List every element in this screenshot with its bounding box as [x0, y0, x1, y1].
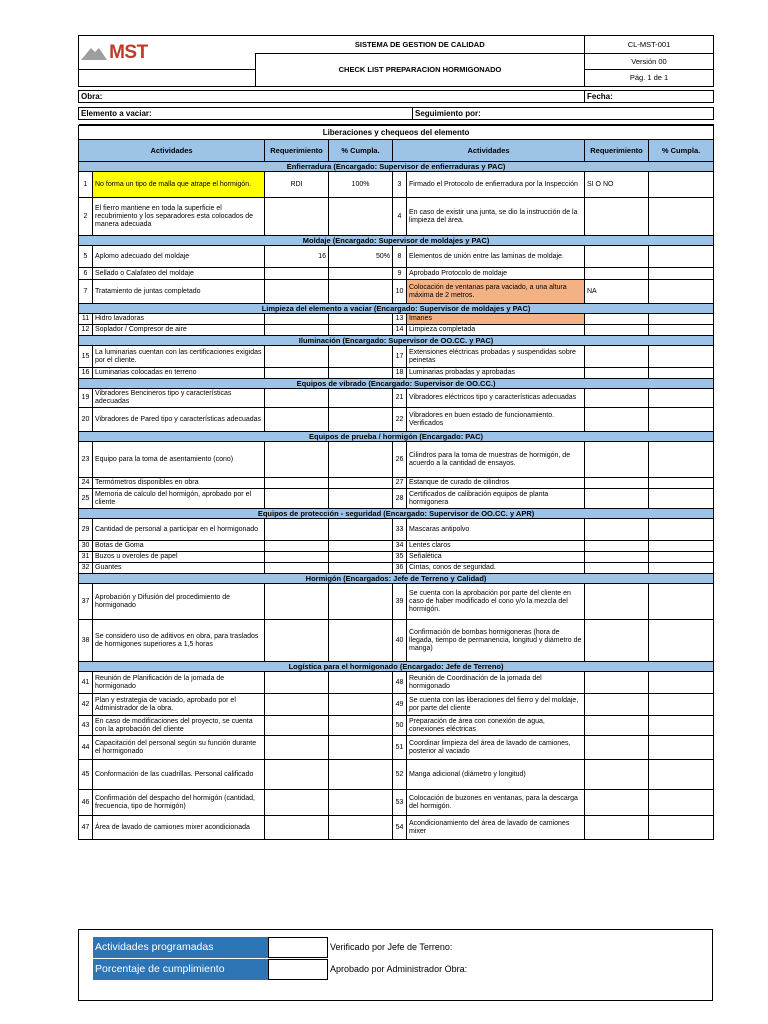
item-activity: Buzos u overoles de papel [93, 552, 265, 563]
item-number: 44 [79, 736, 93, 760]
item-compliance[interactable] [649, 325, 714, 336]
table-row [79, 790, 714, 816]
item-activity: Termómetros disponibles en obra [93, 478, 265, 489]
item-requirement[interactable] [585, 716, 649, 736]
item-requirement[interactable]: RDI [265, 172, 329, 198]
item-requirement[interactable] [265, 368, 329, 379]
item-requirement[interactable] [585, 552, 649, 563]
header-table [78, 35, 714, 87]
logo-mark-icon [81, 46, 107, 60]
item-requirement[interactable] [585, 672, 649, 694]
table-row [79, 620, 714, 662]
item-compliance[interactable] [649, 760, 714, 790]
item-number: 28 [393, 489, 407, 509]
item-number: 50 [393, 716, 407, 736]
item-number: 24 [79, 478, 93, 489]
item-activity: Memoria de calculo del hormigón, aprobado por el cliente [93, 489, 265, 509]
item-requirement[interactable] [585, 736, 649, 760]
item-activity: Certificados de calibración equipos de planta hormigonera [407, 489, 585, 509]
item-number: 5 [79, 246, 93, 268]
item-number: 9 [393, 268, 407, 280]
item-number: 31 [79, 552, 93, 563]
item-compliance[interactable]: 50% [329, 246, 393, 268]
item-requirement[interactable]: NA [585, 280, 649, 304]
porcentaje-cumplimiento-value[interactable] [268, 959, 328, 980]
elemento-field[interactable]: Elemento a vaciar: [79, 108, 413, 120]
item-compliance[interactable] [649, 552, 714, 563]
item-number: 7 [79, 280, 93, 304]
item-activity: En caso de modificaciones del proyecto, se cuenta con la aprobación del cliente [93, 716, 265, 736]
table-row [79, 552, 714, 563]
table-row [79, 280, 714, 304]
item-compliance[interactable] [329, 389, 393, 408]
section-header [79, 236, 714, 246]
item-activity: Confirmación de bombas hormigoneras (hora de llegada, tiempo de permanencia, longitud y diámetro de manga) [407, 620, 585, 662]
item-activity: Hidro lavadoras [93, 314, 265, 325]
company-logo [79, 36, 256, 70]
item-activity: Cintas, conos de seguridad. [407, 563, 585, 574]
item-requirement[interactable] [585, 246, 649, 268]
aprobado-label: Aprobado por Administrador Obra: [330, 964, 468, 974]
table-row [79, 716, 714, 736]
item-compliance[interactable] [329, 489, 393, 509]
table-row [79, 246, 714, 268]
item-number: 29 [79, 519, 93, 541]
item-compliance[interactable] [329, 408, 393, 432]
table-row [79, 346, 714, 368]
table-row [79, 368, 714, 379]
item-number: 30 [79, 541, 93, 552]
item-compliance[interactable] [649, 694, 714, 716]
item-requirement[interactable] [585, 198, 649, 236]
item-activity: Preparación de área con conexión de agua, conexiones eléctricas [407, 716, 585, 736]
item-compliance[interactable] [649, 408, 714, 432]
item-activity: Señalética [407, 552, 585, 563]
item-activity: Guantes [93, 563, 265, 574]
verificado-label: Verificado por Jefe de Terreno: [330, 942, 453, 952]
item-number: 15 [79, 346, 93, 368]
section-title: Iluminación (Encargado: Supervisor de OO.CC. y PAC) [79, 336, 714, 346]
item-requirement[interactable] [265, 760, 329, 790]
col-cumpla-right: % Cumpla. [649, 140, 714, 162]
item-activity: La luminarias cuentan con las certificaciones exigidas por el cliente. [93, 346, 265, 368]
item-number: 38 [79, 620, 93, 662]
item-activity: Soplador / Compresor de aire [93, 325, 265, 336]
item-compliance[interactable] [649, 816, 714, 840]
item-requirement[interactable] [265, 563, 329, 574]
section-header [79, 509, 714, 519]
table-row [79, 736, 714, 760]
item-number: 49 [393, 694, 407, 716]
item-number: 51 [393, 736, 407, 760]
item-number: 35 [393, 552, 407, 563]
item-requirement[interactable] [265, 389, 329, 408]
item-requirement[interactable] [585, 346, 649, 368]
footer-panel [78, 929, 713, 1001]
item-compliance[interactable] [329, 314, 393, 325]
item-requirement[interactable] [265, 198, 329, 236]
item-compliance[interactable] [329, 519, 393, 541]
item-activity: Botas de Goma [93, 541, 265, 552]
item-requirement[interactable] [265, 519, 329, 541]
item-activity: Confirmación del despacho del hormigón (cantidad, frecuencia, tipo de hormigón) [93, 790, 265, 816]
obra-field[interactable]: Obra: [79, 91, 585, 103]
item-activity: Imanes [407, 314, 585, 325]
item-compliance[interactable] [329, 368, 393, 379]
table-row [79, 584, 714, 620]
item-requirement[interactable] [265, 816, 329, 840]
item-requirement[interactable] [265, 694, 329, 716]
document-version: Versión 00 [585, 54, 714, 70]
checklist-sheet [78, 35, 713, 840]
document-code: CL-MST-001 [585, 36, 714, 54]
item-number: 36 [393, 563, 407, 574]
item-compliance[interactable]: 100% [329, 172, 393, 198]
section-title: Hormigón (Encargados: Jefe de Terreno y Calidad) [79, 574, 714, 584]
section-header [79, 574, 714, 584]
item-compliance[interactable] [329, 716, 393, 736]
item-compliance[interactable] [329, 563, 393, 574]
item-activity: Aplomo adecuado del moldaje [93, 246, 265, 268]
item-requirement[interactable] [265, 552, 329, 563]
table-row [79, 442, 714, 478]
item-activity: El fierro mantiene en toda la superficie el recubrimiento y los separadores esta colocados de manera adecuada [93, 198, 265, 236]
item-number: 12 [79, 325, 93, 336]
item-number: 20 [79, 408, 93, 432]
item-activity: Colocación de buzones en ventanas, para la descarga del hormigón. [407, 790, 585, 816]
section-title: Equipos de protección - seguridad (Encargado: Supervisor de OO.CC. y APR) [79, 509, 714, 519]
main-title: Liberaciones y chequeos del elemento [79, 126, 714, 140]
item-compliance[interactable] [649, 246, 714, 268]
item-number: 45 [79, 760, 93, 790]
item-compliance[interactable] [329, 442, 393, 478]
item-requirement[interactable] [265, 541, 329, 552]
table-row [79, 268, 714, 280]
item-activity: Área de lavado de camiones mixer acondicionada [93, 816, 265, 840]
item-number: 39 [393, 584, 407, 620]
item-compliance[interactable] [649, 584, 714, 620]
actividades-programadas-value[interactable] [268, 937, 328, 958]
item-activity: Se cuenta con las liberaciones del fierro y del moldaje, por parte del cliente [407, 694, 585, 716]
info-table [78, 90, 714, 125]
item-number: 42 [79, 694, 93, 716]
section-title: Equipos de prueba / hormigón (Encargado: PAC) [79, 432, 714, 442]
item-activity: Luminarias probadas y aprobadas [407, 368, 585, 379]
item-compliance[interactable] [649, 198, 714, 236]
item-requirement[interactable] [265, 584, 329, 620]
item-number: 17 [393, 346, 407, 368]
item-number: 23 [79, 442, 93, 478]
item-requirement[interactable] [265, 790, 329, 816]
item-compliance[interactable] [649, 314, 714, 325]
document-title: CHECK LIST PREPARACION HORMIGONADO [256, 54, 585, 87]
item-compliance[interactable] [329, 541, 393, 552]
document-page: Pág. 1 de 1 [585, 70, 714, 87]
table-row [79, 694, 714, 716]
item-number: 11 [79, 314, 93, 325]
item-compliance[interactable] [329, 736, 393, 760]
item-requirement[interactable] [585, 489, 649, 509]
item-number: 10 [393, 280, 407, 304]
item-requirement[interactable] [585, 790, 649, 816]
item-activity: Se cuenta con la aprobación por parte del cliente en caso de haber modificado el cono y/o la mezcla del hormigón. [407, 584, 585, 620]
item-number: 14 [393, 325, 407, 336]
section-title: Limpieza del elemento a vaciar (Encargado: Supervisor de moldajes y PAC) [79, 304, 714, 314]
item-activity: Capacitación del personal según su función durante el hormigonado [93, 736, 265, 760]
item-number: 26 [393, 442, 407, 478]
item-compliance[interactable] [329, 478, 393, 489]
item-compliance[interactable] [649, 563, 714, 574]
item-activity: Elementos de unión entre las laminas de moldaje. [407, 246, 585, 268]
item-requirement[interactable]: SI O NO [585, 172, 649, 198]
item-activity: Se considero uso de aditivos en obra, para traslados de hormigones superiores a 1,5 horas [93, 620, 265, 662]
table-row [79, 314, 714, 325]
table-row [79, 563, 714, 574]
section-title: Moldaje (Encargado: Supervisor de moldajes y PAC) [79, 236, 714, 246]
item-requirement[interactable] [265, 314, 329, 325]
item-number: 40 [393, 620, 407, 662]
item-compliance[interactable] [649, 736, 714, 760]
item-compliance[interactable] [329, 280, 393, 304]
item-number: 21 [393, 389, 407, 408]
item-requirement[interactable]: 16 [265, 246, 329, 268]
item-activity: Estanque de curado de cilindros [407, 478, 585, 489]
item-activity: Firmado el Protocolo de enfierradura por la Inspección [407, 172, 585, 198]
col-cumpla-left: % Cumpla. [329, 140, 393, 162]
table-row [79, 478, 714, 489]
item-compliance[interactable] [649, 389, 714, 408]
item-requirement[interactable] [585, 442, 649, 478]
item-number: 53 [393, 790, 407, 816]
section-header [79, 379, 714, 389]
item-number: 54 [393, 816, 407, 840]
item-activity: No forma un tipo de malla que atrape el hormigón. [93, 172, 265, 198]
item-requirement[interactable] [585, 268, 649, 280]
item-compliance[interactable] [649, 716, 714, 736]
item-requirement[interactable] [265, 325, 329, 336]
item-activity: Vibradores en buen estado de funcionamiento. Verificados [407, 408, 585, 432]
logo-text: MST [109, 41, 148, 63]
item-requirement[interactable] [585, 408, 649, 432]
table-row [79, 519, 714, 541]
col-requerimiento-right: Requerimiento [585, 140, 649, 162]
item-activity: Aprobación y Difusión del procedimiento de hormigonado [93, 584, 265, 620]
item-requirement[interactable] [265, 489, 329, 509]
item-activity: Reunión de Coordinación de la jornada del hormigonado [407, 672, 585, 694]
item-requirement[interactable] [585, 694, 649, 716]
item-number: 2 [79, 198, 93, 236]
item-number: 16 [79, 368, 93, 379]
item-requirement[interactable] [585, 478, 649, 489]
item-number: 52 [393, 760, 407, 790]
checklist-body [79, 162, 714, 840]
porcentaje-cumplimiento-label: Porcentaje de cumplimiento [93, 959, 268, 980]
actividades-programadas-label: Actividades programadas [93, 937, 268, 958]
item-number: 32 [79, 563, 93, 574]
item-number: 33 [393, 519, 407, 541]
item-activity: Colocación de ventanas para vaciado, a una altura máxima de 2 metros. [407, 280, 585, 304]
table-row [79, 389, 714, 408]
section-header [79, 336, 714, 346]
section-title: Enfierradura (Encargado: Supervisor de enfierraduras y PAC) [79, 162, 714, 172]
item-compliance[interactable] [649, 519, 714, 541]
item-activity: Tratamiento de juntas completado [93, 280, 265, 304]
item-compliance[interactable] [329, 790, 393, 816]
item-requirement[interactable] [585, 368, 649, 379]
table-row [79, 760, 714, 790]
item-number: 43 [79, 716, 93, 736]
item-number: 6 [79, 268, 93, 280]
section-header [79, 432, 714, 442]
seguimiento-field[interactable]: Seguimiento por: [413, 108, 714, 120]
item-compliance[interactable] [649, 478, 714, 489]
col-actividades-right: Actividades [393, 140, 585, 162]
section-header [79, 162, 714, 172]
item-requirement[interactable] [585, 389, 649, 408]
item-number: 18 [393, 368, 407, 379]
item-activity: Vibradores de Pared tipo y características adecuadas [93, 408, 265, 432]
item-number: 48 [393, 672, 407, 694]
item-activity: Cilindros para la toma de muestras de hormigón, de acuerdo a la cantidad de ensayos. [407, 442, 585, 478]
item-compliance[interactable] [329, 325, 393, 336]
item-compliance[interactable] [649, 280, 714, 304]
item-requirement[interactable] [265, 716, 329, 736]
table-row [79, 408, 714, 432]
item-number: 4 [393, 198, 407, 236]
item-number: 1 [79, 172, 93, 198]
section-header [79, 662, 714, 672]
item-requirement[interactable] [585, 620, 649, 662]
item-compliance[interactable] [649, 346, 714, 368]
item-requirement[interactable] [585, 325, 649, 336]
item-activity: Lentes claros [407, 541, 585, 552]
item-requirement[interactable] [265, 408, 329, 432]
col-requerimiento-left: Requerimiento [265, 140, 329, 162]
item-compliance[interactable] [329, 346, 393, 368]
item-compliance[interactable] [649, 442, 714, 478]
item-requirement[interactable] [265, 442, 329, 478]
item-activity: Coordinar limpieza del área de lavado de camiones, posterior al vaciado [407, 736, 585, 760]
item-activity: Conformación de las cuadrillas. Personal calificado [93, 760, 265, 790]
item-number: 22 [393, 408, 407, 432]
section-header [79, 304, 714, 314]
item-requirement[interactable] [265, 736, 329, 760]
table-row [79, 672, 714, 694]
table-row [79, 172, 714, 198]
item-compliance[interactable] [329, 268, 393, 280]
item-compliance[interactable] [329, 672, 393, 694]
item-number: 8 [393, 246, 407, 268]
item-activity: Aprobado Protocolo de moldaje [407, 268, 585, 280]
system-title: SISTEMA DE GESTION DE CALIDAD [256, 36, 585, 54]
item-compliance[interactable] [329, 552, 393, 563]
item-number: 13 [393, 314, 407, 325]
item-activity: Sellado o Calafateo del moldaje [93, 268, 265, 280]
item-number: 37 [79, 584, 93, 620]
item-compliance[interactable] [649, 268, 714, 280]
item-number: 25 [79, 489, 93, 509]
section-title: Logística para el hormigonado (Encargado: Jefe de Terreno) [79, 662, 714, 672]
item-requirement[interactable] [585, 584, 649, 620]
item-requirement[interactable] [265, 672, 329, 694]
item-requirement[interactable] [585, 314, 649, 325]
table-row [79, 325, 714, 336]
checklist-table [78, 125, 714, 840]
item-requirement[interactable] [585, 816, 649, 840]
item-activity: Vibradores Bencineros tipo y características adecuadas [93, 389, 265, 408]
item-activity: Cantidad de personal a participar en el hormigonado [93, 519, 265, 541]
col-actividades-left: Actividades [79, 140, 265, 162]
item-requirement[interactable] [265, 620, 329, 662]
item-compliance[interactable] [649, 790, 714, 816]
item-requirement[interactable] [585, 760, 649, 790]
item-requirement[interactable] [585, 563, 649, 574]
item-number: 47 [79, 816, 93, 840]
item-activity: Manga adicional (diámetro y longitud) [407, 760, 585, 790]
item-requirement[interactable] [265, 346, 329, 368]
item-number: 3 [393, 172, 407, 198]
item-compliance[interactable] [649, 620, 714, 662]
item-compliance[interactable] [329, 620, 393, 662]
item-activity: Mascaras antipolvo [407, 519, 585, 541]
item-activity: Plan y estrategia de vaciado, aprobado por el Administrador de la obra. [93, 694, 265, 716]
item-number: 19 [79, 389, 93, 408]
item-number: 27 [393, 478, 407, 489]
fecha-field[interactable]: Fecha: [585, 91, 714, 103]
item-number: 34 [393, 541, 407, 552]
item-activity: Equipo para la toma de asentamiento (cono) [93, 442, 265, 478]
item-requirement[interactable] [585, 541, 649, 552]
item-compliance[interactable] [649, 541, 714, 552]
item-requirement[interactable] [265, 478, 329, 489]
item-compliance[interactable] [329, 584, 393, 620]
item-requirement[interactable] [265, 280, 329, 304]
item-activity: En caso de existir una junta, se dio la instrucción de la limpieza del área. [407, 198, 585, 236]
table-row [79, 816, 714, 840]
item-activity: Luminarias colocadas en terreno [93, 368, 265, 379]
item-activity: Extensiones eléctricas probadas y suspendidas sobre peinetas [407, 346, 585, 368]
item-activity: Vibradores eléctricos tipo y características adecuadas [407, 389, 585, 408]
item-requirement[interactable] [585, 519, 649, 541]
item-number: 41 [79, 672, 93, 694]
table-row [79, 489, 714, 509]
section-title: Equipos de vibrado (Encargado: Supervisor de OO.CC.) [79, 379, 714, 389]
item-compliance[interactable] [649, 368, 714, 379]
table-row [79, 541, 714, 552]
item-activity: Acondicionamiento del área de lavado de camiones mixer [407, 816, 585, 840]
item-requirement[interactable] [265, 268, 329, 280]
item-compliance[interactable] [329, 816, 393, 840]
item-compliance[interactable] [329, 694, 393, 716]
item-activity: Limpieza completada [407, 325, 585, 336]
item-compliance[interactable] [329, 760, 393, 790]
item-compliance[interactable] [649, 172, 714, 198]
item-activity: Reunión de Planificación de la jornada de hormigonado [93, 672, 265, 694]
item-number: 46 [79, 790, 93, 816]
item-compliance[interactable] [329, 198, 393, 236]
table-row [79, 198, 714, 236]
item-compliance[interactable] [649, 672, 714, 694]
item-compliance[interactable] [649, 489, 714, 509]
